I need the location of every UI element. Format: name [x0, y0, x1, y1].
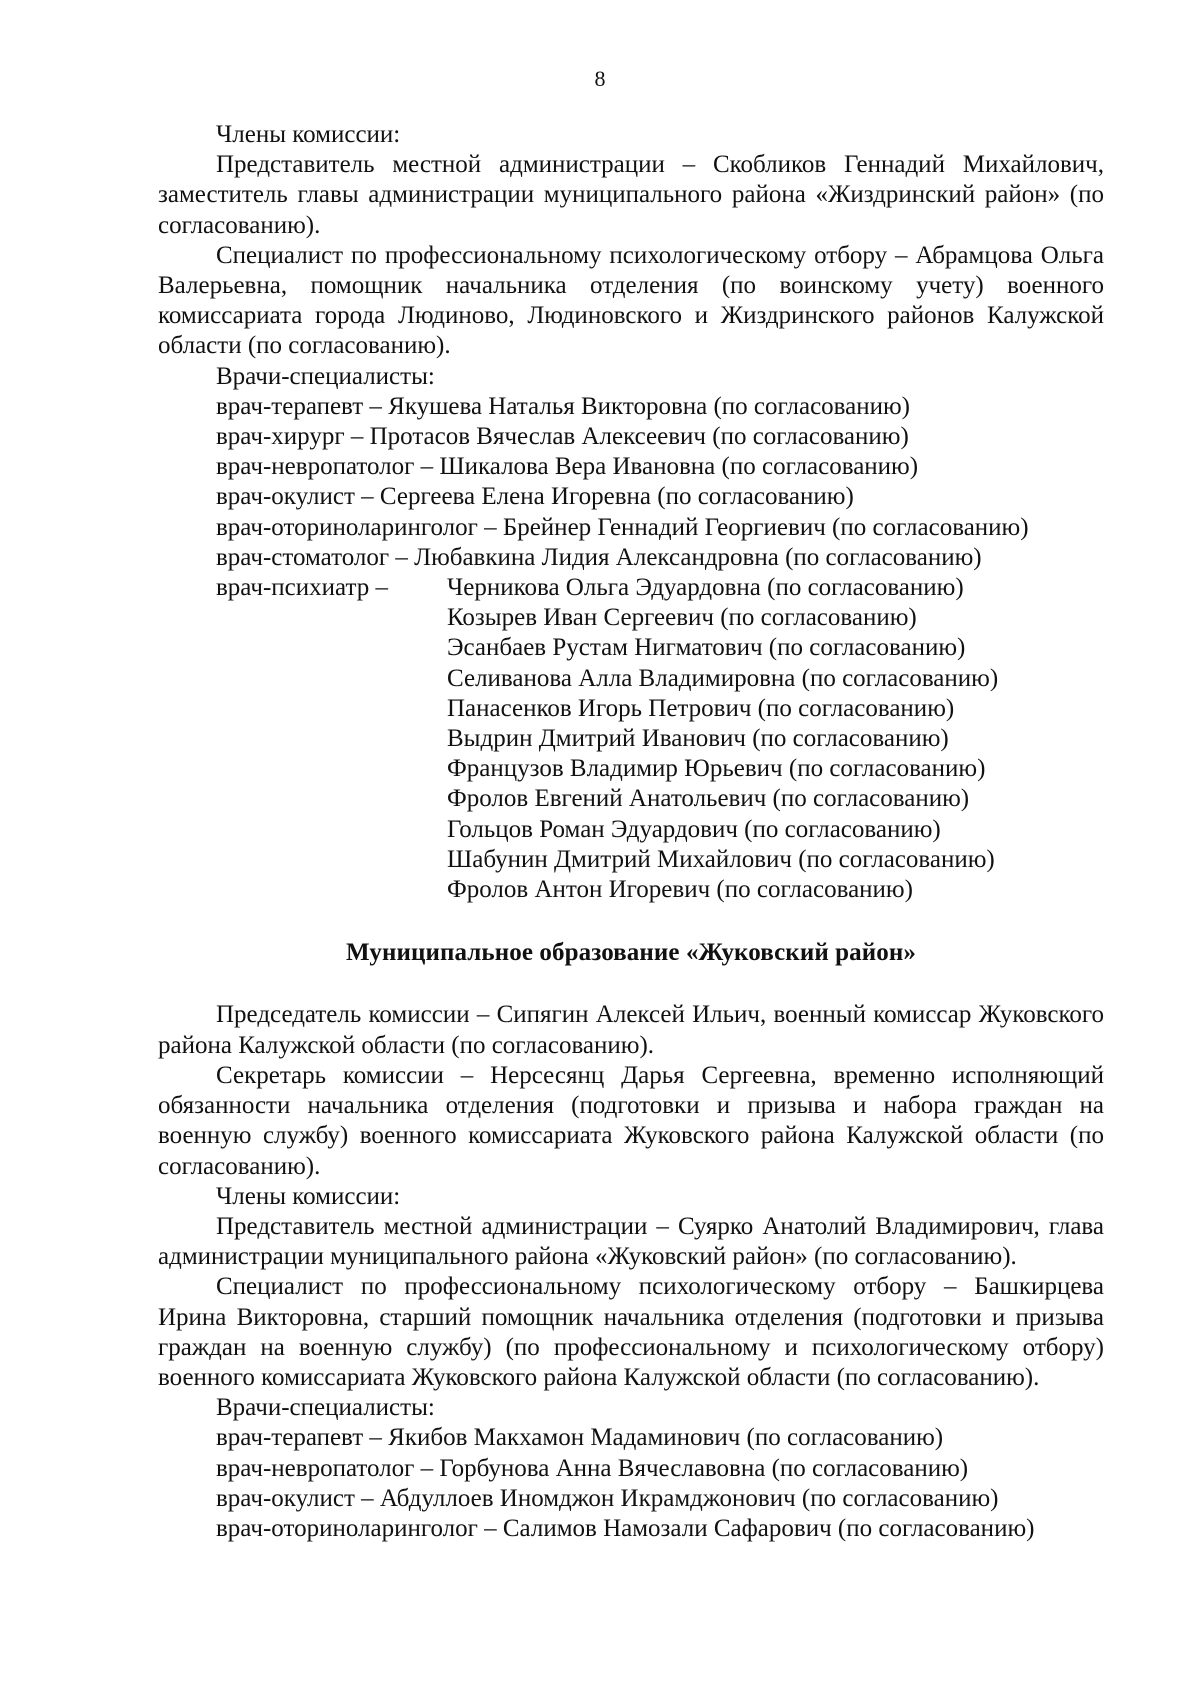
psych-specialist: Специалист по профессиональному психологическому отбору – Абрамцова Ольга Валерьевна, помощник начальника отделения (по воинскому учету) военного комиссариата города Людиново, Людиновского и Жиздринского районов Калужской области (по согласованию).: [158, 241, 1104, 360]
doctor-line: врач-стоматолог – Любавкина Лидия Александровна (по согласованию): [216, 543, 982, 571]
psychiatrist-name: Выдрин Дмитрий Иванович (по согласованию): [447, 725, 949, 753]
members-title: Члены комиссии:: [216, 121, 401, 148]
section-heading: Муниципальное образование «Жуковский район»: [346, 939, 916, 967]
doctor-line: врач-невропатолог – Шикалова Вера Ивановна (по согласованию): [216, 453, 919, 481]
secretary: Секретарь комиссии – Нерсесянц Дарья Сергеевна, временно исполняющий обязанности начальника отделения (подготовки и призыва и набора граждан на военную службу) военного комиссариата Жуковского района Калужской области (по согласованию).: [158, 1061, 1104, 1180]
psychiatrist-name: Гольцов Роман Эдуардович (по согласованию): [447, 815, 941, 843]
psychiatrist-block: [158, 573, 1104, 905]
doctor-line: врач-окулист – Абдуллоев Иномджон Икрамджонович (по согласованию): [216, 1484, 999, 1512]
doctor-line: врач-терапевт – Якушева Наталья Викторовна (по согласованию): [216, 392, 911, 420]
doctors-title: Врачи-специалисты:: [216, 362, 435, 390]
psychiatrist-name: Шабунин Дмитрий Михайлович (по согласованию): [447, 845, 995, 873]
psychiatrist-name: Козырев Иван Сергеевич (по согласованию): [447, 604, 917, 632]
psychiatrist-name: Селиванова Алла Владимировна (по согласованию): [447, 664, 999, 692]
doctors-title: Врачи-специалисты:: [216, 1394, 435, 1422]
psychiatrist-name: Фролов Антон Игоревич (по согласованию): [447, 876, 913, 904]
admin-representative: Представитель местной администрации – Суярко Анатолий Владимирович, глава администрации муниципального района «Жуковский район» (по согласованию).: [158, 1212, 1104, 1271]
psychiatrist-name: Панасенков Игорь Петрович (по согласованию): [447, 694, 955, 722]
doctor-line: врач-оториноларинголог – Салимов Намозали Сафарович (по согласованию): [216, 1514, 1035, 1542]
members-title: Члены комиссии:: [216, 1182, 401, 1210]
doctor-line: врач-окулист – Сергеева Елена Игоревна (по согласованию): [216, 483, 854, 511]
doctor-line: врач-хирург – Протасов Вячеслав Алексеевич (по согласованию): [216, 423, 909, 451]
psychiatrist-label: врач-психиатр –: [216, 574, 388, 602]
chairman: Председатель комиссии – Сипягин Алексей Ильич, военный комиссар Жуковского района Калужской области (по согласованию).: [158, 1001, 1104, 1059]
psychiatrist-name: Эсанбаев Рустам Нигматович (по согласованию): [447, 634, 966, 662]
psychiatrist-name: Черникова Ольга Эдуардовна (по согласованию): [447, 574, 964, 602]
psychiatrist-name: Французов Владимир Юрьевич (по согласованию): [447, 755, 986, 783]
document-body: [158, 120, 1104, 1544]
psych-specialist: Специалист по профессиональному психологическому отбору – Башкирцева Ирина Викторовна, старший помощник начальника отделения (подготовки и призыва граждан на военную службу) (по профессиональному и психологическому отбору) военного комиссариата Жуковского района Калужской области (по согласованию).: [158, 1273, 1104, 1391]
admin-representative: Представитель местной администрации – Скобликов Геннадий Михайлович, заместитель главы администрации муниципального района «Жиздринский район» (по согласованию).: [158, 151, 1104, 239]
doctor-line: врач-оториноларинголог – Брейнер Геннадий Георгиевич (по согласованию): [216, 513, 1029, 541]
doctor-line: врач-невропатолог – Горбунова Анна Вячеславовна (по согласованию): [216, 1454, 969, 1482]
doctor-line: врач-терапевт – Якибов Макхамон Мадаминович (по согласованию): [216, 1424, 944, 1452]
psychiatrist-name: Фролов Евгений Анатольевич (по согласованию): [447, 785, 970, 813]
page-number: 8: [594, 66, 606, 91]
psychiatrist-list: [447, 573, 1104, 905]
